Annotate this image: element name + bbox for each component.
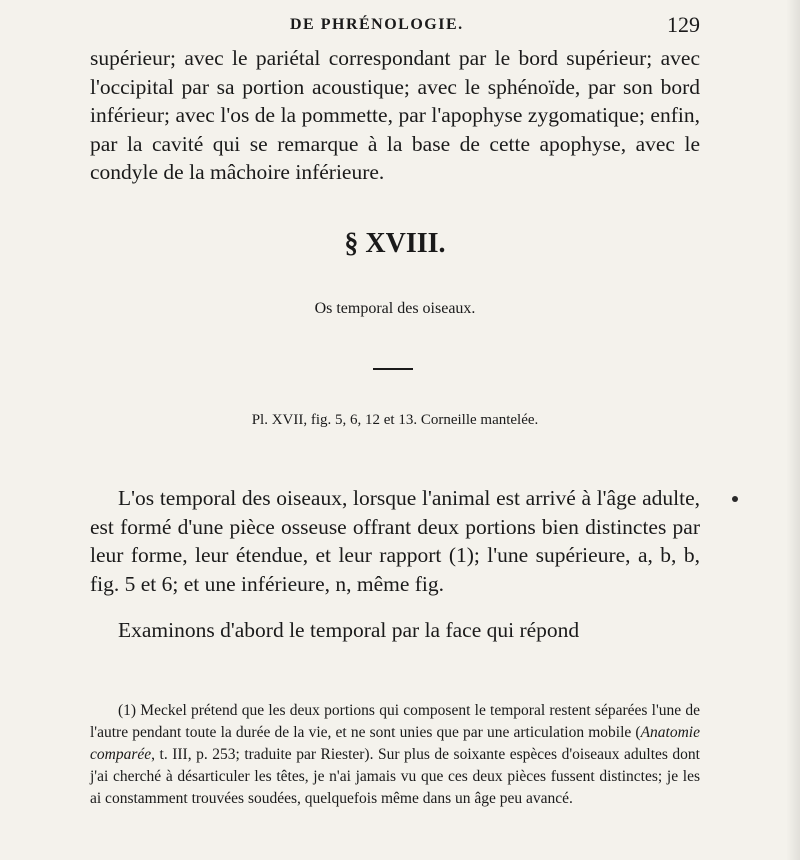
page-number: 129 (667, 12, 700, 37)
footnote-work-title: Anatomie comparée (90, 724, 700, 763)
continued-paragraph: supérieur; avec le pariétal correspondant par le bord supérieur; avec l'occipital par sa portion acoustique; avec le sphénoïde, par son bord inférieur; avec l'os de la pommette, par l'apophyse zygomatique; enfin, par la cavité qui se remarque à la base de cette apophyse, avec le condyle de la mâchoire inférieure. (90, 46, 700, 184)
footnote-text-end: , t. III, p. 253; traduite par Riester). Sur plus de soixante espèces d'oiseaux adultes dont j'ai cherché à désarticuler les têtes, je n'ai jamais vu que ces deux pièces fussent distinctes; je les ai constamment trouvées soudées, quelquefois même dans un âge peu avancé. (90, 746, 700, 807)
plate-reference: Pl. XVII, fig. 5, 6, 12 et 13. Corneille mantelée. (251, 412, 539, 428)
footnote-text-start: (1) Meckel prétend que les deux portions qui composent le temporal restent séparées l'une de l'autre pendant toute la durée de la vie, et ne sont unies que par une articulation mobile ( (90, 702, 700, 741)
page-edge-shadow (786, 0, 800, 860)
footnote (90, 700, 700, 810)
running-head: DE PHRÉNOLOGIE. (290, 16, 464, 33)
paragraph-examination: Examinons d'abord le temporal par la face qui répond (118, 618, 580, 642)
page-header (90, 12, 700, 40)
margin-mark (732, 496, 738, 502)
paragraph-temporal-description: L'os temporal des oiseaux, lorsque l'animal est arrivé à l'âge adulte, est formé d'une pièce osseuse offrant deux portions bien distinctes par leur forme, leur étendue, et leur rapport (1); l'une supérieure, a, b, b, fig. 5 et 6; et une inférieure, n, même fig. (90, 486, 700, 596)
section-subtitle: Os temporal des oiseaux. (314, 300, 476, 317)
section-title: § XVIII. (344, 228, 446, 259)
section-divider (373, 368, 413, 370)
